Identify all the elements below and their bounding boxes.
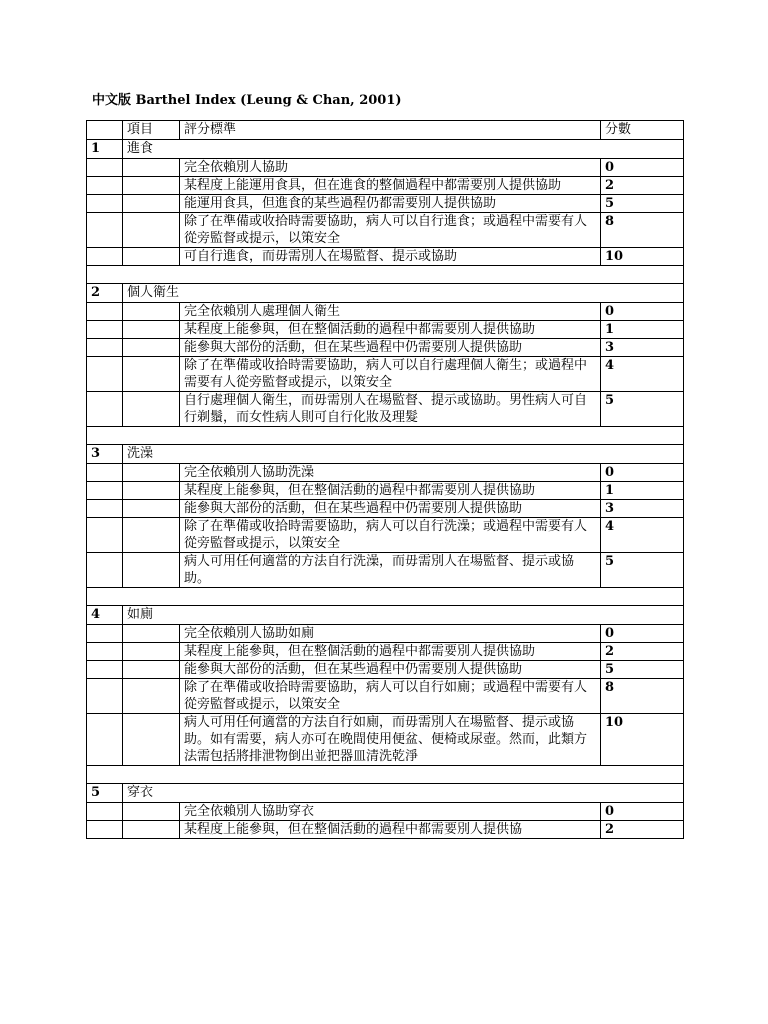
criteria-row <box>87 803 684 821</box>
criteria-row <box>87 679 684 714</box>
criteria-row <box>87 500 684 518</box>
criteria-text: 完全依賴別人處理個人衛生 <box>180 303 601 321</box>
criteria-text: 能運用食具，但進食的某些過程仍都需要別人提供協助 <box>180 195 601 213</box>
section-number: 4 <box>87 606 123 625</box>
criteria-score: 2 <box>601 821 684 839</box>
header-num-cell <box>87 121 123 140</box>
criteria-text: 除了在準備或收拾時需要協助，病人可以自行如廁；或過程中需要有人從旁監督或提示，以策安全 <box>180 679 601 714</box>
section-name: 進食 <box>123 140 684 159</box>
section-title-row <box>87 606 684 625</box>
spacer-cell <box>87 766 684 784</box>
empty-item-cell <box>123 803 180 821</box>
criteria-text: 完全依賴別人協助穿衣 <box>180 803 601 821</box>
criteria-row <box>87 821 684 839</box>
empty-num-cell <box>87 303 123 321</box>
empty-num-cell <box>87 464 123 482</box>
empty-item-cell <box>123 643 180 661</box>
empty-num-cell <box>87 248 123 266</box>
criteria-text: 除了在準備或收拾時需要協助，病人可以自行處理個人衛生；或過程中需要有人從旁監督或提示，以策安全 <box>180 357 601 392</box>
spacer-cell <box>87 588 684 606</box>
criteria-score: 3 <box>601 500 684 518</box>
criteria-text: 病人可用任何適當的方法自行洗澡，而毋需別人在場監督、提示或協助。 <box>180 553 601 588</box>
empty-num-cell <box>87 392 123 427</box>
criteria-text: 完全依賴別人協助 <box>180 159 601 177</box>
empty-num-cell <box>87 625 123 643</box>
criteria-row <box>87 357 684 392</box>
empty-item-cell <box>123 482 180 500</box>
barthel-index-table <box>86 120 684 839</box>
criteria-text: 完全依賴別人協助洗澡 <box>180 464 601 482</box>
empty-item-cell <box>123 195 180 213</box>
section-name: 洗澡 <box>123 445 684 464</box>
empty-num-cell <box>87 213 123 248</box>
criteria-row <box>87 464 684 482</box>
section-spacer-row <box>87 266 684 284</box>
section-name: 穿衣 <box>123 784 684 803</box>
empty-item-cell <box>123 392 180 427</box>
empty-num-cell <box>87 679 123 714</box>
header-score: 分數 <box>601 121 684 140</box>
empty-num-cell <box>87 553 123 588</box>
empty-item-cell <box>123 661 180 679</box>
criteria-row <box>87 643 684 661</box>
empty-item-cell <box>123 553 180 588</box>
criteria-row <box>87 213 684 248</box>
empty-num-cell <box>87 339 123 357</box>
criteria-score: 4 <box>601 518 684 553</box>
section-title-row <box>87 140 684 159</box>
empty-item-cell <box>123 679 180 714</box>
criteria-score: 5 <box>601 661 684 679</box>
criteria-row <box>87 321 684 339</box>
section-number: 1 <box>87 140 123 159</box>
section-title-row <box>87 784 684 803</box>
criteria-score: 0 <box>601 803 684 821</box>
criteria-text: 自行處理個人衛生，而毋需別人在場監督、提示或協助。男性病人可自行剃鬚，而女性病人則可自行化妝及理髮 <box>180 392 601 427</box>
criteria-row <box>87 661 684 679</box>
empty-num-cell <box>87 159 123 177</box>
section-spacer-row <box>87 588 684 606</box>
empty-num-cell <box>87 195 123 213</box>
criteria-score: 10 <box>601 714 684 766</box>
criteria-row <box>87 303 684 321</box>
criteria-score: 8 <box>601 679 684 714</box>
criteria-text: 某程度上能參與，但在整個活動的過程中都需要別人提供協助 <box>180 482 601 500</box>
criteria-score: 0 <box>601 303 684 321</box>
empty-item-cell <box>123 714 180 766</box>
criteria-row <box>87 339 684 357</box>
criteria-text: 某程度上能運用食具，但在進食的整個過程中都需要別人提供協助 <box>180 177 601 195</box>
empty-item-cell <box>123 177 180 195</box>
criteria-row <box>87 518 684 553</box>
criteria-text: 可自行進食，而毋需別人在場監督、提示或協助 <box>180 248 601 266</box>
section-number: 3 <box>87 445 123 464</box>
section-spacer-row <box>87 427 684 445</box>
section-number: 5 <box>87 784 123 803</box>
criteria-text: 某程度上能參與，但在整個活動的過程中都需要別人提供協 <box>180 821 601 839</box>
criteria-text: 能參與大部份的活動，但在某些過程中仍需要別人提供協助 <box>180 339 601 357</box>
criteria-row <box>87 482 684 500</box>
criteria-score: 5 <box>601 553 684 588</box>
empty-num-cell <box>87 177 123 195</box>
empty-item-cell <box>123 339 180 357</box>
header-criteria: 評分標準 <box>180 121 601 140</box>
empty-num-cell <box>87 643 123 661</box>
criteria-row <box>87 553 684 588</box>
spacer-cell <box>87 427 684 445</box>
criteria-row <box>87 177 684 195</box>
empty-num-cell <box>87 482 123 500</box>
criteria-row <box>87 625 684 643</box>
criteria-text: 完全依賴別人協助如廁 <box>180 625 601 643</box>
empty-num-cell <box>87 714 123 766</box>
empty-item-cell <box>123 303 180 321</box>
criteria-score: 10 <box>601 248 684 266</box>
criteria-score: 0 <box>601 625 684 643</box>
section-title-row <box>87 445 684 464</box>
empty-num-cell <box>87 321 123 339</box>
criteria-text: 能參與大部份的活動，但在某些過程中仍需要別人提供協助 <box>180 500 601 518</box>
criteria-score: 8 <box>601 213 684 248</box>
criteria-score: 2 <box>601 643 684 661</box>
criteria-score: 4 <box>601 357 684 392</box>
criteria-score: 5 <box>601 195 684 213</box>
criteria-text: 某程度上能參與，但在整個活動的過程中都需要別人提供協助 <box>180 643 601 661</box>
empty-num-cell <box>87 500 123 518</box>
section-name: 如廁 <box>123 606 684 625</box>
criteria-score: 3 <box>601 339 684 357</box>
criteria-score: 1 <box>601 482 684 500</box>
header-item: 項目 <box>123 121 180 140</box>
empty-item-cell <box>123 821 180 839</box>
empty-item-cell <box>123 159 180 177</box>
criteria-row <box>87 195 684 213</box>
section-number: 2 <box>87 284 123 303</box>
criteria-score: 1 <box>601 321 684 339</box>
criteria-score: 0 <box>601 159 684 177</box>
spacer-cell <box>87 266 684 284</box>
section-title-row <box>87 284 684 303</box>
empty-num-cell <box>87 821 123 839</box>
criteria-row <box>87 159 684 177</box>
criteria-score: 5 <box>601 392 684 427</box>
section-spacer-row <box>87 766 684 784</box>
criteria-row <box>87 248 684 266</box>
empty-item-cell <box>123 321 180 339</box>
section-name: 個人衛生 <box>123 284 684 303</box>
empty-item-cell <box>123 248 180 266</box>
criteria-score: 0 <box>601 464 684 482</box>
criteria-row <box>87 392 684 427</box>
criteria-text: 某程度上能參與，但在整個活動的過程中都需要別人提供協助 <box>180 321 601 339</box>
empty-item-cell <box>123 357 180 392</box>
criteria-text: 能參與大部份的活動，但在某些過程中仍需要別人提供協助 <box>180 661 601 679</box>
empty-num-cell <box>87 661 123 679</box>
empty-num-cell <box>87 803 123 821</box>
criteria-text: 除了在準備或收拾時需要協助，病人可以自行進食；或過程中需要有人從旁監督或提示，以策安全 <box>180 213 601 248</box>
criteria-row <box>87 714 684 766</box>
table-header-row <box>87 121 684 140</box>
empty-item-cell <box>123 213 180 248</box>
empty-item-cell <box>123 518 180 553</box>
empty-item-cell <box>123 625 180 643</box>
document-title: 中文版 Barthel Index (Leung & Chan, 2001) <box>92 93 402 108</box>
criteria-text: 除了在準備或收拾時需要協助，病人可以自行洗澡；或過程中需要有人從旁監督或提示，以策安全 <box>180 518 601 553</box>
criteria-text: 病人可用任何適當的方法自行如廁，而毋需別人在場監督、提示或協助。如有需要，病人亦可在晚間使用便盆、便椅或尿壺。然而，此類方法需包括將排泄物倒出並把器皿清洗乾淨 <box>180 714 601 766</box>
empty-num-cell <box>87 357 123 392</box>
empty-item-cell <box>123 464 180 482</box>
empty-item-cell <box>123 500 180 518</box>
criteria-score: 2 <box>601 177 684 195</box>
empty-num-cell <box>87 518 123 553</box>
